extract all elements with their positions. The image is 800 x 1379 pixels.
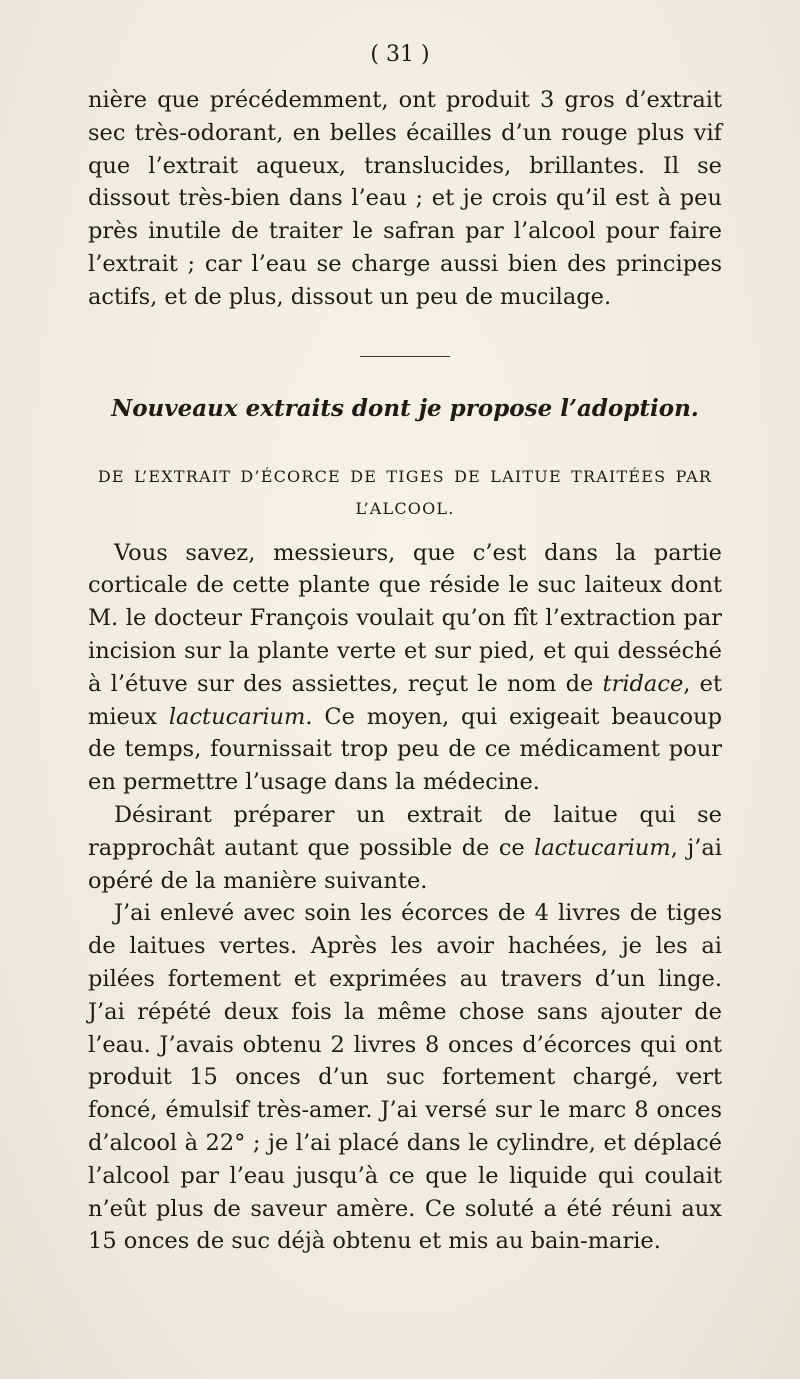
paragraph-method-intro	[88, 799, 722, 897]
term-lactucarium: lactucarium	[534, 834, 671, 861]
subsection-title: DE L’EXTRAIT D’ÉCORCE DE TIGES DE LAITUE TRAITÉES PAR L’ALCOOL.	[97, 466, 713, 518]
term-lactucarium: lactucarium	[168, 703, 306, 730]
term-tridace: tridace	[602, 670, 684, 697]
paragraph-lettuce-intro	[88, 537, 722, 799]
section-title: Nouveaux extraits dont je propose l’adoption.	[111, 394, 699, 422]
text-run: , j’ai opéré de la manière suivante.	[88, 834, 722, 894]
paragraph-procedure: J’ai enlevé avec soin les écorces de 4 livres de tiges de laitues vertes. Après les avoir hachées, je les ai pilées fortement et exprimées au travers d’un linge. J’ai répété deux fois la même chose sans ajouter de l’eau. J’avais obtenu 2 livres 8 onces d’écorces qui ont produit 15 onces d’un suc fortement chargé, vert foncé, émulsif très-amer. J’ai versé sur le marc 8 onces d’alcool à 22° ; je l’ai placé dans le cylindre, et déplacé l’alcool par l’eau jusqu’à ce que le liquide qui coulait n’eût plus de saveur amère. Ce soluté a été réuni aux 15 onces de suc déjà obtenu et mis au bain-marie.	[88, 900, 722, 1255]
section-divider	[360, 356, 450, 357]
continuation-paragraph: nière que précédemment, ont produit 3 gros d’extrait sec très-odorant, en belles écailles d’un rouge plus vif que l’extrait aqueux, translucides, brillantes. Il se dissout très-bien dans l’eau ; et je crois qu’il est à peu près inutile de traiter le safran par l’alcool pour faire l’extrait ; car l’eau se charge aussi bien des principes actifs, et de plus, dissout un peu de mucilage.	[88, 87, 722, 310]
text-run: Vous savez, messieurs, que c’est dans la partie corticale de cette plante que réside le suc laiteux dont M. le docteur François voulait qu’on fît l’extraction par incision sur la plante verte et sur pied, et qui desséché à l’étuve sur des assiettes, reçut le nom de	[88, 539, 722, 697]
text-run: Désirant préparer un extrait de laitue qui se rapprochât autant que possible de ce	[88, 801, 722, 861]
text-run: , et mieux	[88, 670, 722, 730]
page-number: ( 31 )	[370, 42, 430, 67]
text-run: . Ce moyen, qui exigeait beaucoup de temps, fournissait trop peu de ce médicament pour en permettre l’usage dans la médecine.	[88, 703, 722, 796]
